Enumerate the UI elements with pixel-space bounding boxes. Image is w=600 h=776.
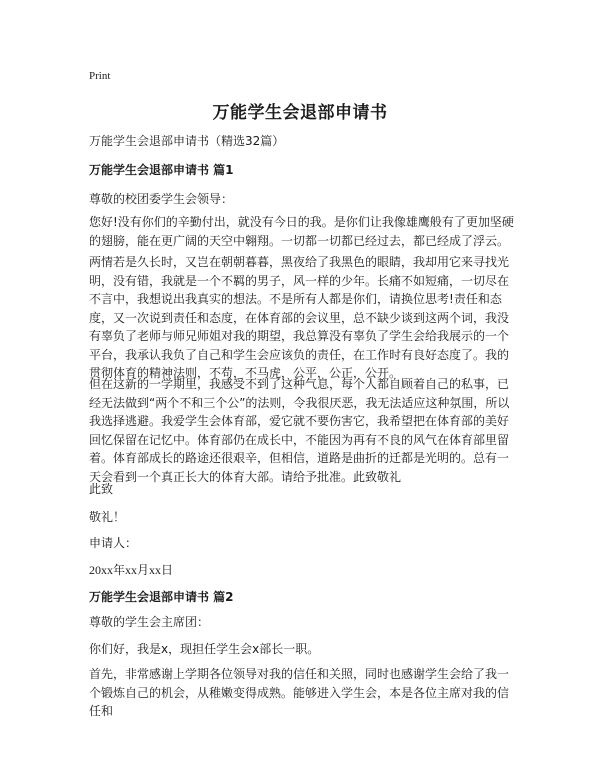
date-line: 20xx年xx月xx日 (89, 563, 174, 577)
section1-salutation: 尊敬的校团委学生会领导： (89, 192, 234, 206)
section2-heading: 万能学生会退部申请书 篇2 (89, 590, 234, 604)
paragraph-text: 首先，非常感谢上学期各位领导对我的信任和关照，同时也感谢学生会给了我一个锻炼自己的机会，从稚嫩变得成熟。能够进入学生会，本是各位主席对我的信任和 (89, 667, 510, 718)
paragraph-text: 但在这新的一学期里，我感受不到了这种气息，每个人都自顾着自己的私事，已经无法做到“两个不和三个公”的法则，令我很厌恶，我无法适应这种氛围，所以我选择逃避。我爱学生会体育部，爱它就不要伤害它，我希望把在体育部的美好回忆保留在记忆中。体育部仍在成长中，不能因为再有不良的风气在体育部里留着。体育部成长的路途还很艰辛，但相信，道路是曲折的迁都是光明的。总有一天会看到一个真正长大的体育大部。请给予批准。此致敬礼 (89, 377, 510, 484)
section1-paragraph-1 (89, 213, 519, 250)
document-title: 万能学生会退部申请书 (212, 103, 388, 123)
paragraph-text: 两情若是久长时，又岂在朝朝暮暮，黑夜给了我黑色的眼睛，我却用它来寻找光明，没有错，我就是一个不羁的男子，风一样的少年。长痛不如短痛，一切尽在不言中，我想说出我真实的想法。不是所有人都是你们，请换位思考!责任和态度，又一次说到责任和态度，在体育部的会议里，总不缺少谈到这两个词，我没有辜负了老师与师兄师姐对我的期望，我总算没有辜负了学生会给我展示的一个平台，我承认我负了自己和学生会应该负的责任，在工作时有良好态度了。我的贯彻体育的精神法则，不苟，不马虎，公平，公正，公开。 (89, 255, 510, 380)
section1-heading: 万能学生会退部申请书 篇1 (89, 163, 234, 177)
regards-line: 敬礼！ (89, 510, 126, 524)
section1-paragraph-3 (89, 375, 519, 486)
section2-salutation: 尊敬的学生会主席团： (89, 615, 210, 629)
paragraph-text: 您好!没有你们的辛勤付出，就没有今日的我。是你们让我像雄鹰般有了更加坚硬的翅膀，能在更广阔的天空中翱翔。一切都一切都已经过去，都已经成了浮云。 (89, 215, 514, 248)
print-label[interactable]: Print (89, 70, 111, 82)
section1-paragraph-2 (89, 253, 519, 383)
closing-line: 此致 (89, 482, 114, 496)
document-subtitle: 万能学生会退部申请书（精选32篇） (89, 134, 285, 148)
section2-paragraph-2 (89, 665, 519, 721)
applicant-line: 申请人： (89, 536, 138, 550)
paragraph-text: 你们好，我是x，现担任学生会x部长一职。 (89, 642, 320, 656)
section2-paragraph-1 (89, 640, 519, 659)
